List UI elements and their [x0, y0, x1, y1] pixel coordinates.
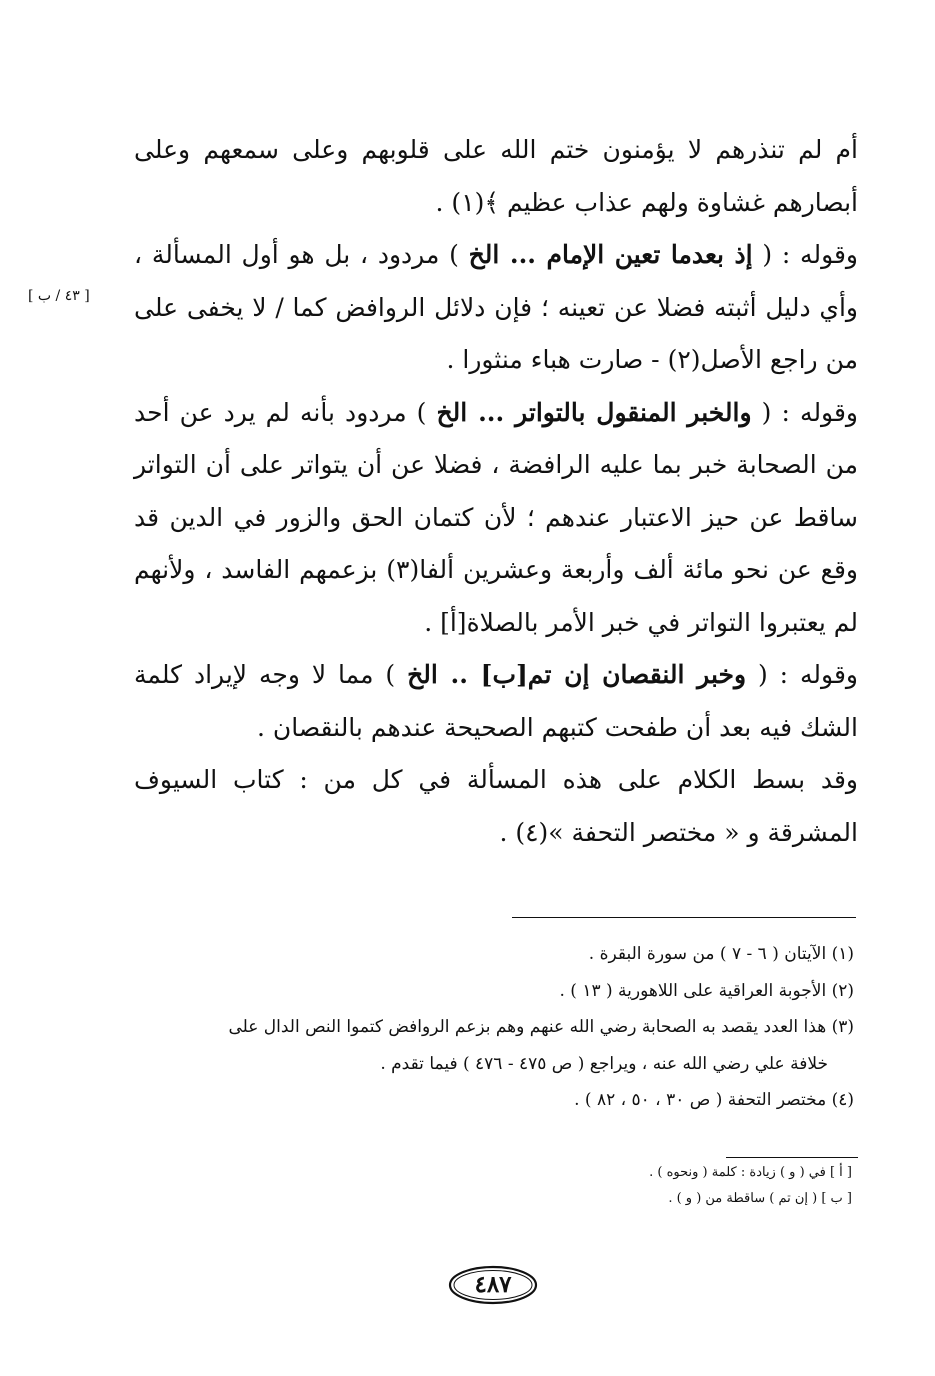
paragraph-5 [134, 754, 858, 859]
quoted-phrase-imam: إذ بعدما تعين الإمام ... الخ [468, 240, 753, 269]
paragraph-1 [134, 124, 858, 229]
paragraph-2-text: ) مردود ، بل هو أول المسألة ، وأي دليل أثبته فضلا عن تعينه ؛ فإن دلائل الروافض كما / لا يخفى على من راجع الأصل(٢) - صارت هباء منثورا . [134, 240, 858, 374]
footnote-3-continued: خلافة علي رضي الله عنه ، ويراجع ( ص ٤٧٥ - ٤٧٦ ) فيما تقدم . [380, 1053, 828, 1074]
verse-end-text: أم لم تنذرهم لا يؤمنون ختم الله على قلوبهم وعلى سمعهم وعلى أبصارهم غشاوة ولهم عذاب عظيم ﴾(١) . [134, 135, 858, 217]
footnote-separator [512, 917, 856, 918]
variant-note-a: [ أ ] في ( و ) زيادة : كلمة ( ونحوه ) . [649, 1165, 852, 1180]
quoted-phrase-nuqsan: وخبر النقصان إن تم[ب] .. الخ [407, 660, 747, 689]
variant-notes [300, 1160, 852, 1212]
footnote-1: (١) الآيتان ( ٦ - ٧ ) من سورة البقرة . [588, 944, 854, 964]
footnote-4: (٤) مختصر التحفة ( ص ٣٠ ، ٥٠ ، ٨٢ ) . [574, 1090, 854, 1110]
paragraph-3-text: ) مردود بأنه لم يرد عن أحد من الصحابة خبر بما عليه الرافضة ، فضلا عن أن يتواتر على أن التواتر ساقط عن حيز الاعتبار عندهم ؛ لأن كتمان الحق والزور في الدين قد وقع عن نحو مائة ألف وأربعة وعشرين ألفا(٣) بزعمهم الفاسد ، ولأنهم لم يعتبروا التواتر في خبر الأمر بالصلاة[أ] . [134, 397, 858, 637]
paragraph-2-lead: وقوله : ( [762, 240, 859, 269]
footnote-3: (٣) هذا العدد يقصد به الصحابة رضي الله عنهم وهم بزعم الروافض كتموا النص الدال على [228, 1017, 854, 1037]
page-number-badge [448, 1265, 538, 1305]
page-number: ٤٨٧ [474, 1271, 512, 1298]
paragraph-2 [134, 229, 858, 387]
paragraph-4-lead: وقوله : ( [757, 660, 858, 689]
quoted-phrase-tawatur: والخبر المنقول بالتواتر ... الخ [436, 397, 752, 427]
footnote-2: (٢) الأجوبة العراقية على اللاهورية ( ١٣ ) . [559, 980, 854, 1001]
paragraph-4-text: ) مما لا وجه لإيراد كلمة الشك فيه بعد أن طفحت كتبهم الصحيحة عندهم بالنقصان . [134, 660, 858, 742]
main-text [134, 124, 858, 859]
footnotes [134, 936, 854, 1119]
paragraph-3-lead: وقوله : ( [761, 397, 858, 427]
variant-notes-separator [726, 1157, 858, 1158]
paragraph-4 [134, 649, 858, 754]
paragraph-5-text: وقد بسط الكلام على هذه المسألة في كل من : كتاب السيوف المشرقة و « مختصر التحفة »(٤) . [134, 765, 858, 847]
manuscript-folio-marker: [ ٤٣ / ب ] [28, 288, 90, 304]
variant-note-b: [ ب ] ( إن تم ) ساقطة من ( و ) . [668, 1191, 852, 1206]
paragraph-3 [134, 387, 858, 650]
